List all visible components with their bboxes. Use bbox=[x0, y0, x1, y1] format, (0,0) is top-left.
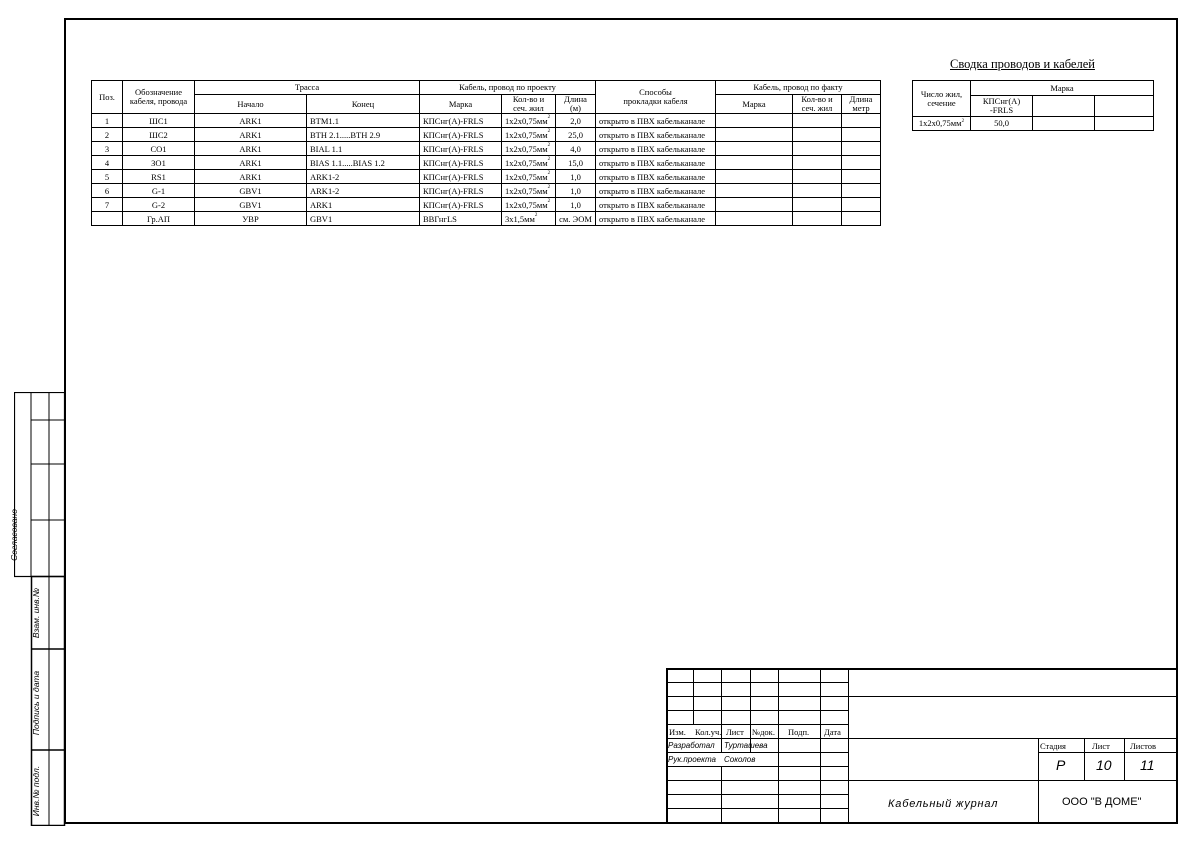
tb-ndok: №док. bbox=[752, 727, 775, 737]
cell-laying: открыто в ПВХ кабельканале bbox=[596, 170, 716, 184]
cell-length: см. ЭОМ bbox=[556, 212, 596, 226]
header-designation: Обозначение кабеля, провода bbox=[123, 81, 195, 114]
cell-laying: открыто в ПВХ кабельканале bbox=[596, 198, 716, 212]
cell-mark: КПСнг(А)-FRLS bbox=[420, 142, 502, 156]
cell-start: GBV1 bbox=[195, 184, 307, 198]
table-row bbox=[92, 170, 881, 184]
cell-laying: открыто в ПВХ кабельканале bbox=[596, 142, 716, 156]
cell-fact-empty bbox=[716, 198, 793, 212]
cell-end: BTM1.1 bbox=[307, 114, 420, 128]
table-row bbox=[92, 142, 881, 156]
cell-end: ARK1-2 bbox=[307, 184, 420, 198]
cell-fact-empty bbox=[716, 114, 793, 128]
summary-row-value: 50,0 bbox=[971, 117, 1033, 131]
tb-podp: Подп. bbox=[788, 727, 810, 737]
table-row bbox=[92, 114, 881, 128]
header-project-cable: Кабель, провод по проекту bbox=[420, 81, 596, 95]
cell-fact-empty bbox=[842, 128, 881, 142]
cell-length: 4,0 bbox=[556, 142, 596, 156]
cell-fact-empty bbox=[842, 142, 881, 156]
summary-row-empty-2 bbox=[1095, 117, 1154, 131]
table-row bbox=[92, 128, 881, 142]
cell-mark: КПСнг(А)-FRLS bbox=[420, 198, 502, 212]
tb-head-name: Соколов bbox=[724, 755, 756, 764]
summary-col-cores: Число жил, сечение bbox=[913, 81, 971, 117]
summary-row-empty-1 bbox=[1033, 117, 1095, 131]
header-fact-length: Длина метр bbox=[842, 95, 881, 114]
summary-value-row bbox=[913, 117, 1154, 131]
header-row-2 bbox=[92, 95, 881, 114]
cell-end: BIAL 1.1 bbox=[307, 142, 420, 156]
header-route-start: Начало bbox=[195, 95, 307, 114]
tb-sheet-label: Лист bbox=[1092, 741, 1110, 751]
header-pos: Поз. bbox=[92, 81, 123, 114]
cell-laying: открыто в ПВХ кабельканале bbox=[596, 156, 716, 170]
cell-end: ARK1 bbox=[307, 198, 420, 212]
cell-mark: КПСнг(А)-FRLS bbox=[420, 128, 502, 142]
tb-developed-name: Турташева bbox=[724, 741, 768, 750]
summary-col-mark: Марка bbox=[971, 81, 1154, 96]
cell-start: УВР bbox=[195, 212, 307, 226]
header-fact-cores: Кол-во и сеч. жил bbox=[793, 95, 842, 114]
header-fact-mark: Марка bbox=[716, 95, 793, 114]
margin-inv-orig-label: Инв.№ подл. bbox=[31, 765, 41, 817]
cell-fact-empty bbox=[716, 156, 793, 170]
cell-pos bbox=[92, 212, 123, 226]
cell-start: ARK1 bbox=[195, 156, 307, 170]
cable-journal-table bbox=[91, 80, 881, 226]
cell-fact-empty bbox=[793, 114, 842, 128]
cell-start: ARK1 bbox=[195, 128, 307, 142]
cell-end: BTH 2.1.....BTH 2.9 bbox=[307, 128, 420, 142]
cell-pos: 4 bbox=[92, 156, 123, 170]
tb-sheet-value: 10 bbox=[1096, 757, 1112, 773]
tb-list: Лист bbox=[726, 727, 744, 737]
cell-laying: открыто в ПВХ кабельканале bbox=[596, 212, 716, 226]
cell-length: 1,0 bbox=[556, 184, 596, 198]
tb-company: ООО "В ДОМЕ" bbox=[1062, 796, 1142, 808]
cell-start: GBV1 bbox=[195, 198, 307, 212]
tb-sheets-value: 11 bbox=[1140, 757, 1155, 773]
tb-stage-value: Р bbox=[1056, 757, 1066, 773]
header-route-end: Конец bbox=[307, 95, 420, 114]
summary-mark-empty-1 bbox=[1033, 96, 1095, 117]
cell-start: ARK1 bbox=[195, 114, 307, 128]
header-cores: Кол-во и сеч. жил bbox=[502, 95, 556, 114]
tb-izm: Изм. bbox=[669, 727, 686, 737]
cell-mark: ВВГнгLS bbox=[420, 212, 502, 226]
title-block bbox=[666, 668, 1178, 824]
cell-fact-empty bbox=[793, 198, 842, 212]
cell-cores: $3x1,5мм^2$ bbox=[502, 212, 556, 226]
tb-sheets-label: Листов bbox=[1130, 741, 1156, 751]
cell-fact-empty bbox=[716, 170, 793, 184]
cell-fact-empty bbox=[716, 142, 793, 156]
cell-mark: КПСнг(А)-FRLS bbox=[420, 184, 502, 198]
summary-mark-empty-2 bbox=[1095, 96, 1154, 117]
header-row-1 bbox=[92, 81, 881, 95]
cell-fact-empty bbox=[842, 170, 881, 184]
header-length: Длина (м) bbox=[556, 95, 596, 114]
cell-fact-empty bbox=[842, 184, 881, 198]
cell-cores: $1x2x0,75мм^2$ bbox=[502, 128, 556, 142]
summary-title: Сводка проводов и кабелей bbox=[950, 57, 1095, 71]
margin-sign-date-label: Подпись и дата bbox=[31, 670, 41, 736]
tb-stage-label: Стадия bbox=[1040, 741, 1066, 751]
table-row bbox=[92, 156, 881, 170]
summary-mark-name: КПСнг(А) -FRLS bbox=[971, 96, 1033, 117]
cell-designation: G-1 bbox=[123, 184, 195, 198]
cell-fact-empty bbox=[716, 184, 793, 198]
cell-pos: 5 bbox=[92, 170, 123, 184]
cell-length: 15,0 bbox=[556, 156, 596, 170]
cell-fact-empty bbox=[842, 212, 881, 226]
tb-developed-label: Разработал bbox=[668, 741, 715, 750]
cell-designation: Гр.АП bbox=[123, 212, 195, 226]
cell-pos: 7 bbox=[92, 198, 123, 212]
cell-cores: $1x2x0,75мм^2$ bbox=[502, 114, 556, 128]
header-mark: Марка bbox=[420, 95, 502, 114]
cell-fact-empty bbox=[842, 198, 881, 212]
cell-designation: ЗО1 bbox=[123, 156, 195, 170]
cell-mark: КПСнг(А)-FRLS bbox=[420, 156, 502, 170]
cell-fact-empty bbox=[716, 212, 793, 226]
cell-length: 25,0 bbox=[556, 128, 596, 142]
cell-end: GBV1 bbox=[307, 212, 420, 226]
cell-length: 1,0 bbox=[556, 170, 596, 184]
cell-pos: 6 bbox=[92, 184, 123, 198]
cell-designation: ШС2 bbox=[123, 128, 195, 142]
cell-start: ARK1 bbox=[195, 142, 307, 156]
cell-fact-empty bbox=[793, 128, 842, 142]
cell-fact-empty bbox=[842, 156, 881, 170]
cell-start: ARK1 bbox=[195, 170, 307, 184]
tb-doc-title: Кабельный журнал bbox=[888, 798, 999, 810]
cell-fact-empty bbox=[716, 128, 793, 142]
cell-length: 1,0 bbox=[556, 198, 596, 212]
cell-cores: $1x2x0,75мм^2$ bbox=[502, 156, 556, 170]
summary-header-row bbox=[913, 81, 1154, 96]
cell-designation: G-2 bbox=[123, 198, 195, 212]
cell-designation: СО1 bbox=[123, 142, 195, 156]
cell-pos: 1 bbox=[92, 114, 123, 128]
cell-fact-empty bbox=[793, 170, 842, 184]
cell-end: BIAS 1.1.....BIAS 1.2 bbox=[307, 156, 420, 170]
cell-laying: открыто в ПВХ кабельканале bbox=[596, 114, 716, 128]
summary-row-cores: $1x2x0,75мм^2$ bbox=[913, 117, 971, 131]
cell-pos: 3 bbox=[92, 142, 123, 156]
header-fact-cable: Кабель, провод по факту bbox=[716, 81, 881, 95]
table-row bbox=[92, 212, 881, 226]
cell-cores: $1x2x0,75мм^2$ bbox=[502, 184, 556, 198]
cell-designation: RS1 bbox=[123, 170, 195, 184]
cell-cores: $1x2x0,75мм^2$ bbox=[502, 170, 556, 184]
cell-laying: открыто в ПВХ кабельканале bbox=[596, 128, 716, 142]
margin-inv-replace-label: Взам. инв.№ bbox=[31, 587, 41, 639]
cell-fact-empty bbox=[842, 114, 881, 128]
header-laying: Способы прокладки кабеля bbox=[596, 81, 716, 114]
cell-fact-empty bbox=[793, 142, 842, 156]
tb-kol-uch: Кол.уч. bbox=[695, 727, 722, 737]
cell-cores: $1x2x0,75мм^2$ bbox=[502, 198, 556, 212]
cell-fact-empty bbox=[793, 184, 842, 198]
margin-agreed-label: Согласовано bbox=[9, 509, 19, 561]
cell-fact-empty bbox=[793, 212, 842, 226]
cell-fact-empty bbox=[793, 156, 842, 170]
cell-mark: КПСнг(А)-FRLS bbox=[420, 114, 502, 128]
cell-pos: 2 bbox=[92, 128, 123, 142]
table-row bbox=[92, 184, 881, 198]
header-route: Трасса bbox=[195, 81, 420, 95]
cell-end: ARK1-2 bbox=[307, 170, 420, 184]
tb-head-label: Рук.проекта bbox=[668, 755, 716, 764]
summary-table bbox=[912, 80, 1154, 131]
tb-data: Дата bbox=[824, 727, 841, 737]
table-row bbox=[92, 198, 881, 212]
cell-cores: $1x2x0,75мм^2$ bbox=[502, 142, 556, 156]
cell-designation: ШС1 bbox=[123, 114, 195, 128]
cell-laying: открыто в ПВХ кабельканале bbox=[596, 184, 716, 198]
cell-mark: КПСнг(А)-FRLS bbox=[420, 170, 502, 184]
cell-length: 2,0 bbox=[556, 114, 596, 128]
